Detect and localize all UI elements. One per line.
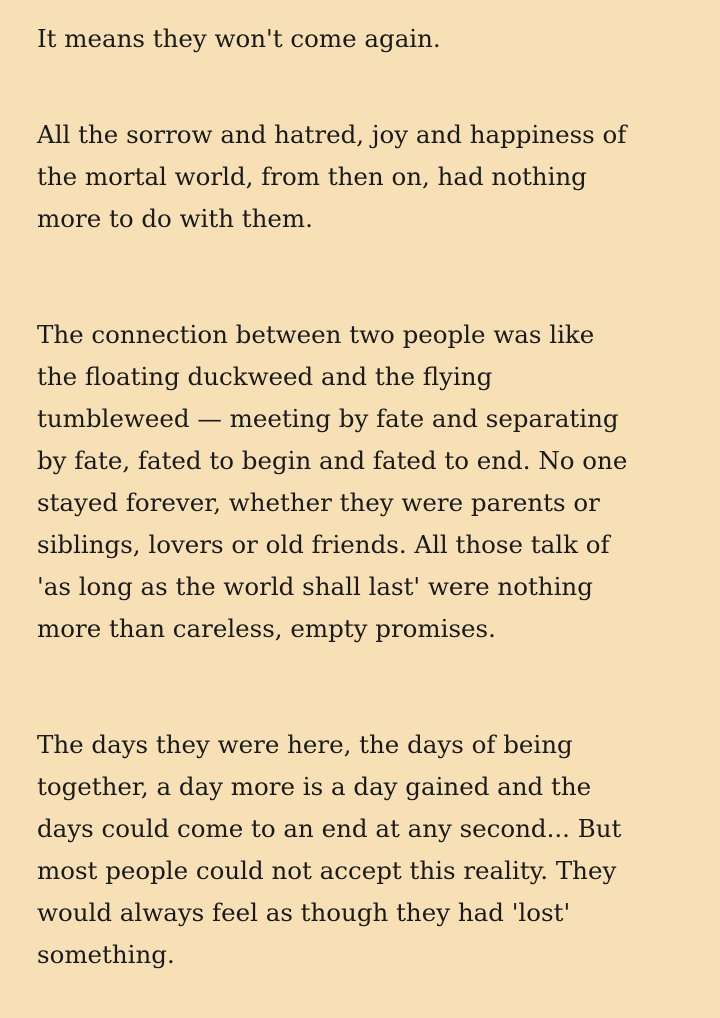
paragraph-3: The connection between two people was like the floating duckweed and the flying tumbleweed — meeting by fate and separating by fate, fated to begin and fated to end. No one stayed forever, whether they were parents or siblings, lovers or old friends. All those talk of 'as long as the world shall last' were nothing more than careless, empty promises. <box>37 320 628 643</box>
paragraph-2: All the sorrow and hatred, joy and happiness of the mortal world, from then on, had nothing more to do with them. <box>37 120 627 233</box>
paragraph-4: The days they were here, the days of being together, a day more is a day gained and the days could come to an end at any second... But most people could not accept this reality. They would always feel as though they had 'lost' something. <box>37 730 622 969</box>
paragraph-1: It means they won't come again. <box>37 24 441 53</box>
